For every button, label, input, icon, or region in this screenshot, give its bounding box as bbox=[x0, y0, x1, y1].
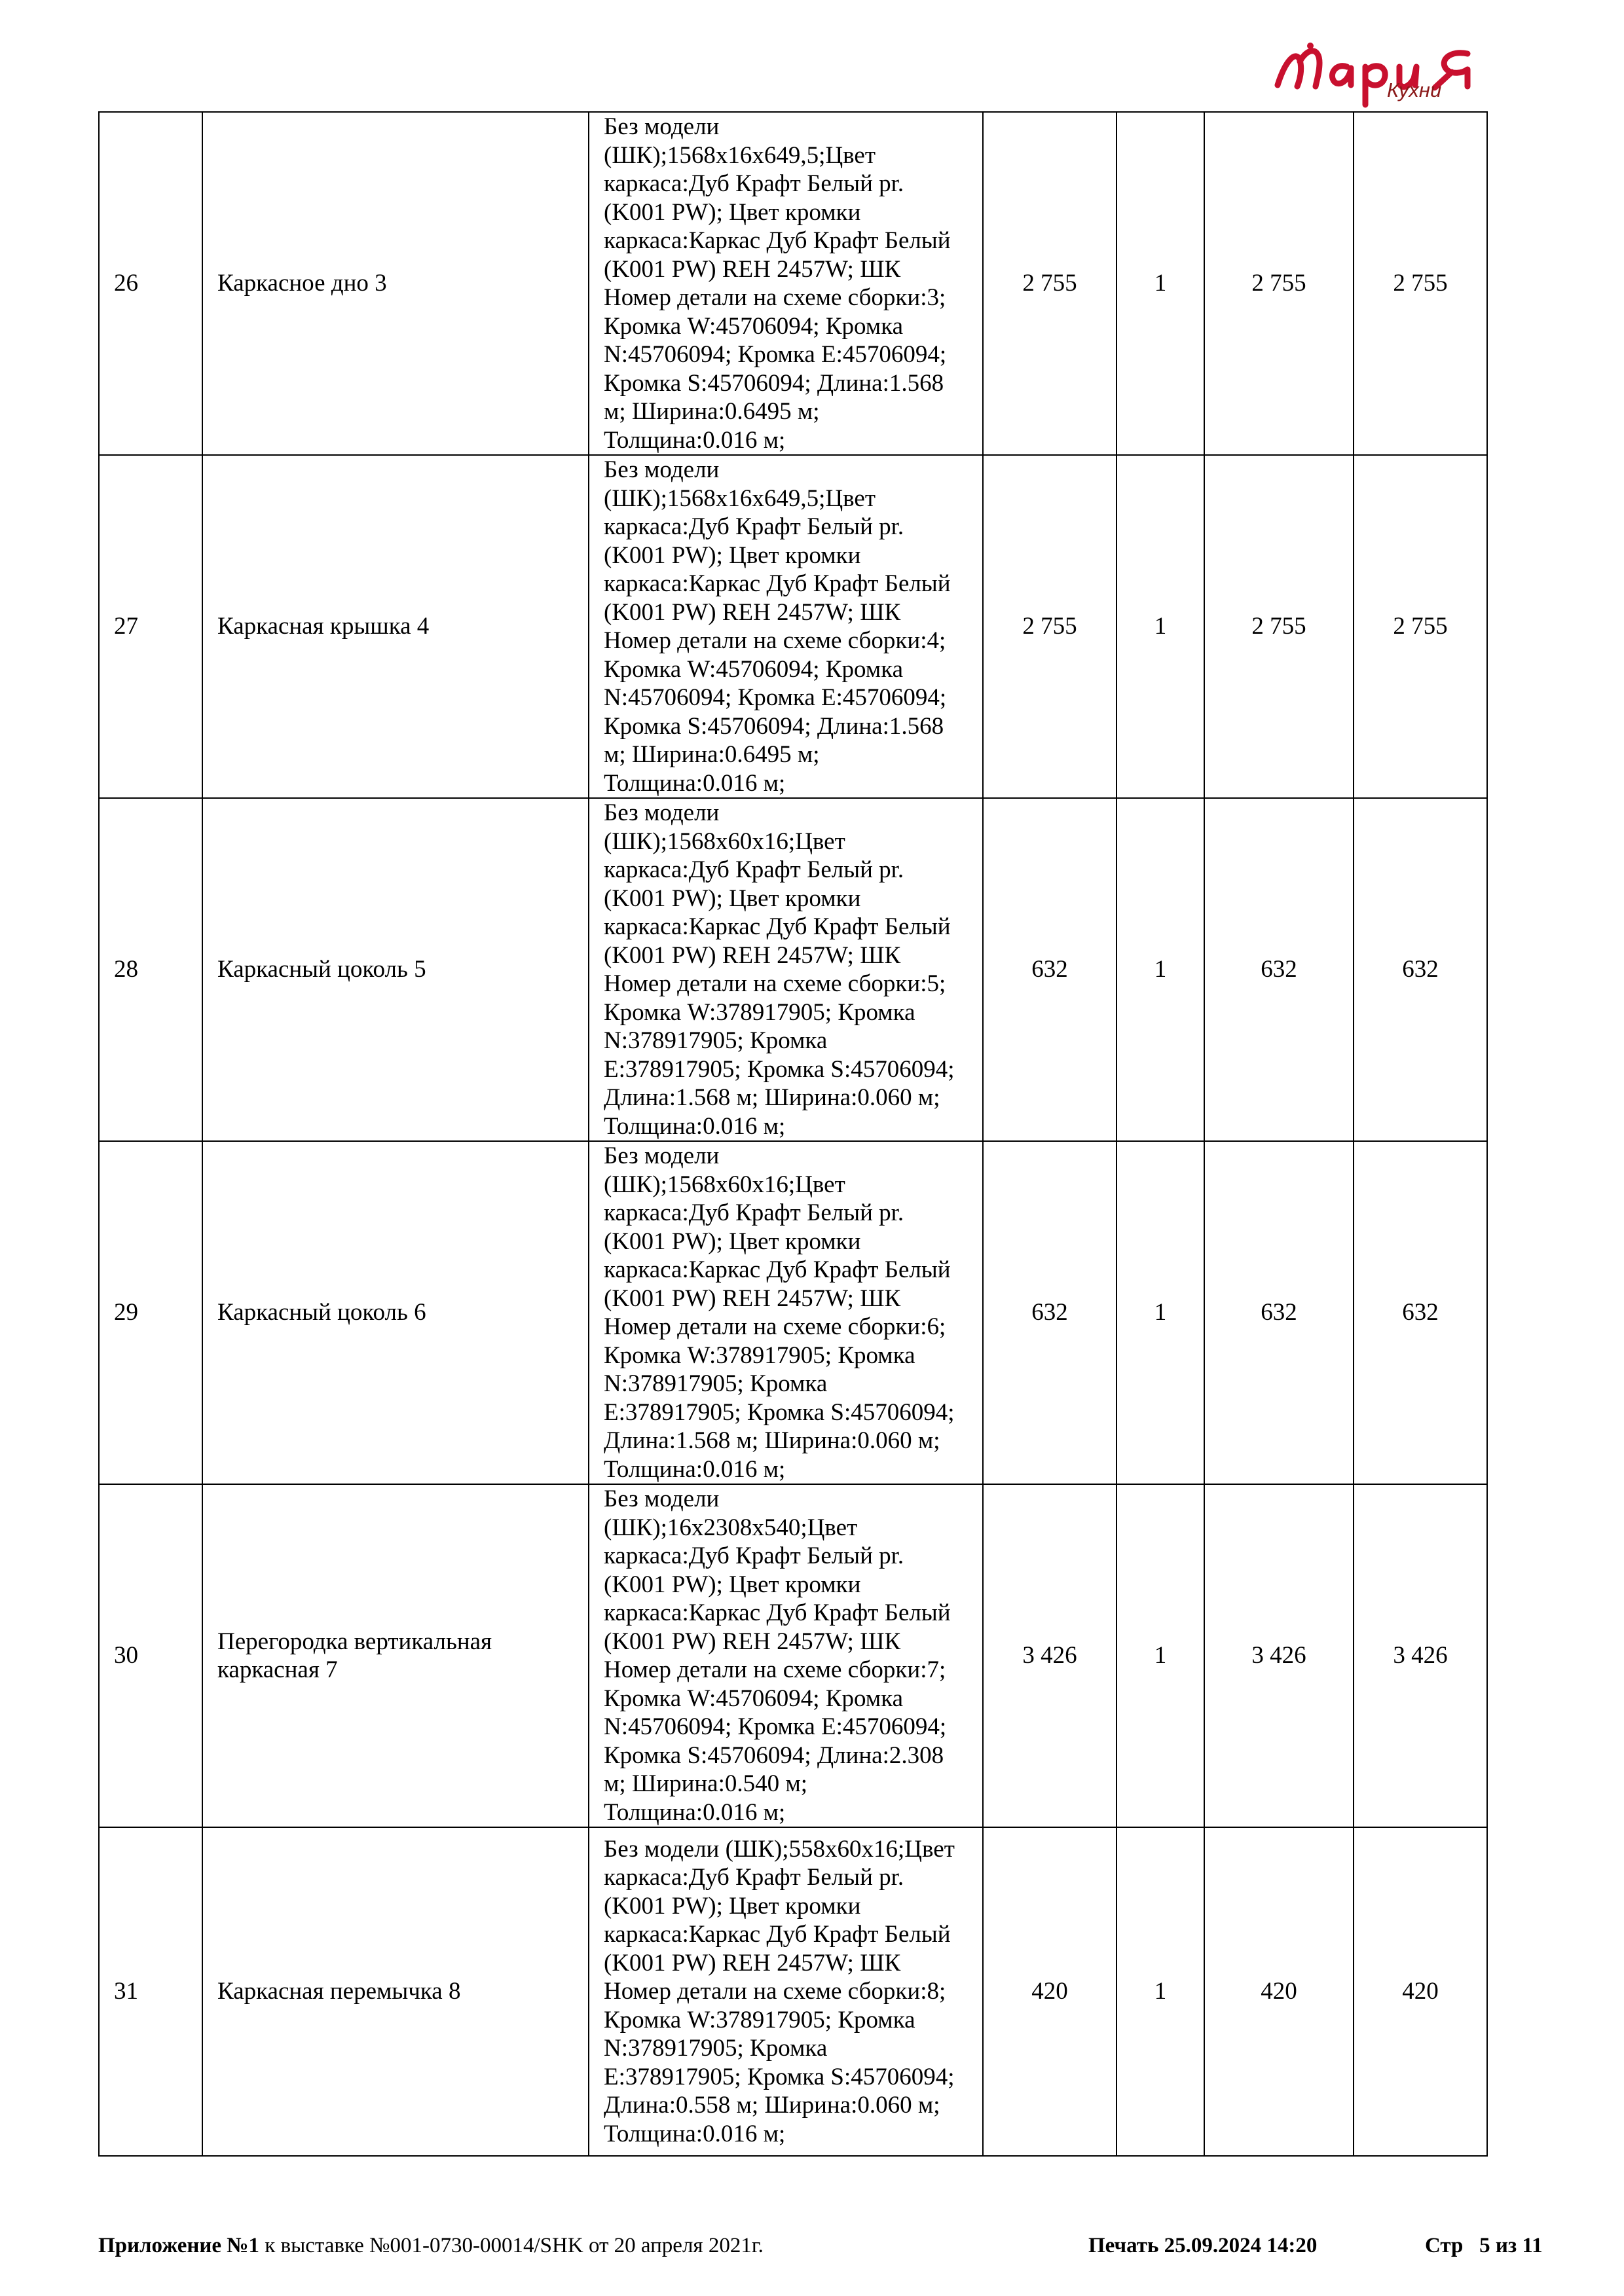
item-total: 632 bbox=[1354, 798, 1487, 1141]
table-row bbox=[99, 1141, 1487, 1484]
row-number: 27 bbox=[99, 455, 202, 798]
item-price: 420 bbox=[983, 1827, 1116, 2156]
row-number: 29 bbox=[99, 1141, 202, 1484]
item-price: 2 755 bbox=[983, 455, 1116, 798]
item-description: Без модели (ШК);1568x16x649,5;Цвет каркаса:Дуб Крафт Белый pr. (K001 PW); Цвет кромки каркаса:Каркас Дуб Крафт Белый (K001 PW) REH 2457W; ШК Номер детали на схеме сборки:3; Кромка W:45706094; Кромка N:45706094; Кромка E:45706094; Кромка S:45706094; Длина:1.568 м; Ширина:0.6495 м; Толщина:0.016 м; bbox=[589, 112, 983, 455]
item-total: 632 bbox=[1354, 1141, 1487, 1484]
item-description: Без модели (ШК);16x2308x540;Цвет каркаса:Дуб Крафт Белый pr. (K001 PW); Цвет кромки каркаса:Каркас Дуб Крафт Белый (K001 PW) REH 2457W; ШК Номер детали на схеме сборки:7; Кромка W:45706094; Кромка N:45706094; Кромка E:45706094; Кромка S:45706094; Длина:2.308 м; Ширина:0.540 м; Толщина:0.016 м; bbox=[589, 1484, 983, 1827]
item-sum: 2 755 bbox=[1204, 112, 1354, 455]
footer-print-date: Печать 25.09.2024 14:20 bbox=[1088, 2234, 1318, 2257]
appendix-text: к выставке №001-0730-00014/SHK от 20 апреля 2021г. bbox=[265, 2234, 764, 2257]
table-row bbox=[99, 798, 1487, 1141]
item-name: Каркасная перемычка 8 bbox=[202, 1827, 589, 2156]
appendix-label: Приложение №1 bbox=[98, 2234, 259, 2257]
item-total: 2 755 bbox=[1354, 112, 1487, 455]
item-description: Без модели (ШК);558x60x16;Цвет каркаса:Дуб Крафт Белый pr. (K001 PW); Цвет кромки каркаса:Каркас Дуб Крафт Белый (K001 PW) REH 2457W; ШК Номер детали на схеме сборки:8; Кромка W:378917905; Кромка N:378917905; Кромка E:378917905; Кромка S:45706094; Длина:0.558 м; Ширина:0.060 м; Толщина:0.016 м; bbox=[589, 1827, 983, 2156]
item-name: Каркасная крышка 4 bbox=[202, 455, 589, 798]
item-price: 3 426 bbox=[983, 1484, 1116, 1827]
table-row bbox=[99, 112, 1487, 455]
logo-subtitle: Кухни bbox=[1387, 79, 1442, 101]
item-price: 632 bbox=[983, 798, 1116, 1141]
item-name: Каркасный цоколь 5 bbox=[202, 798, 589, 1141]
item-quantity: 1 bbox=[1116, 455, 1204, 798]
row-number: 30 bbox=[99, 1484, 202, 1827]
footer-appendix bbox=[98, 2234, 764, 2258]
table-row bbox=[99, 1827, 1487, 2156]
item-quantity: 1 bbox=[1116, 1141, 1204, 1484]
item-total: 2 755 bbox=[1354, 455, 1487, 798]
item-sum: 632 bbox=[1204, 1141, 1354, 1484]
item-description: Без модели (ШК);1568x16x649,5;Цвет каркаса:Дуб Крафт Белый pr. (K001 PW); Цвет кромки каркаса:Каркас Дуб Крафт Белый (K001 PW) REH 2457W; ШК Номер детали на схеме сборки:4; Кромка W:45706094; Кромка N:45706094; Кромка E:45706094; Кромка S:45706094; Длина:1.568 м; Ширина:0.6495 м; Толщина:0.016 м; bbox=[589, 455, 983, 798]
item-sum: 3 426 bbox=[1204, 1484, 1354, 1827]
item-total: 420 bbox=[1354, 1827, 1487, 2156]
item-quantity: 1 bbox=[1116, 112, 1204, 455]
item-name: Перегородка вертикальная каркасная 7 bbox=[202, 1484, 589, 1827]
item-total: 3 426 bbox=[1354, 1484, 1487, 1827]
table-row bbox=[99, 455, 1487, 798]
item-quantity: 1 bbox=[1116, 1827, 1204, 2156]
page-label: Стр bbox=[1425, 2234, 1464, 2257]
item-sum: 2 755 bbox=[1204, 455, 1354, 798]
table-row bbox=[99, 1484, 1487, 1827]
item-price: 632 bbox=[983, 1141, 1116, 1484]
item-name: Каркасное дно 3 bbox=[202, 112, 589, 455]
row-number: 26 bbox=[99, 112, 202, 455]
specification-table bbox=[98, 111, 1488, 2157]
item-description: Без модели (ШК);1568x60x16;Цвет каркаса:Дуб Крафт Белый pr. (K001 PW); Цвет кромки каркаса:Каркас Дуб Крафт Белый (K001 PW) REH 2457W; ШК Номер детали на схеме сборки:6; Кромка W:378917905; Кромка N:378917905; Кромка E:378917905; Кромка S:45706094; Длина:1.568 м; Ширина:0.060 м; Толщина:0.016 м; bbox=[589, 1141, 983, 1484]
item-quantity: 1 bbox=[1116, 798, 1204, 1141]
item-sum: 632 bbox=[1204, 798, 1354, 1141]
item-description: Без модели (ШК);1568x60x16;Цвет каркаса:Дуб Крафт Белый pr. (K001 PW); Цвет кромки каркаса:Каркас Дуб Крафт Белый (K001 PW) REH 2457W; ШК Номер детали на схеме сборки:5; Кромка W:378917905; Кромка N:378917905; Кромка E:378917905; Кромка S:45706094; Длина:1.568 м; Ширина:0.060 м; Толщина:0.016 м; bbox=[589, 798, 983, 1141]
footer-page-counter bbox=[1425, 2234, 1543, 2258]
page-value: 5 из 11 bbox=[1479, 2234, 1543, 2257]
item-price: 2 755 bbox=[983, 112, 1116, 455]
row-number: 28 bbox=[99, 798, 202, 1141]
item-sum: 420 bbox=[1204, 1827, 1354, 2156]
item-quantity: 1 bbox=[1116, 1484, 1204, 1827]
item-name: Каркасный цоколь 6 bbox=[202, 1141, 589, 1484]
row-number: 31 bbox=[99, 1827, 202, 2156]
